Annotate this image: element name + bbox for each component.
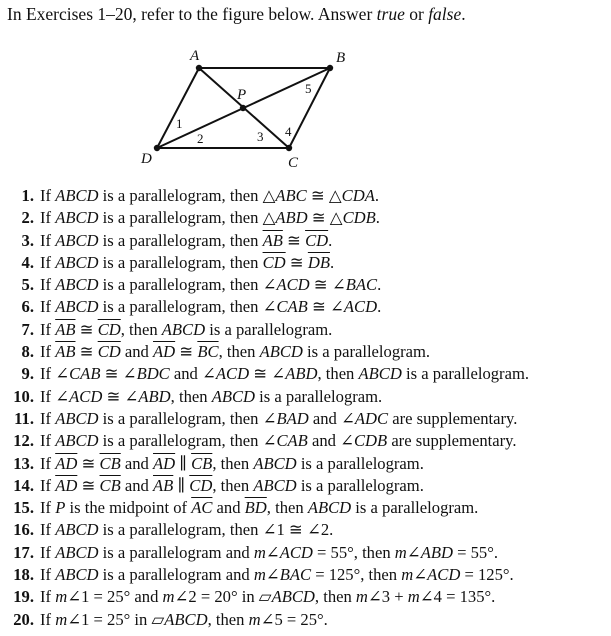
heading-period: .: [461, 4, 466, 24]
point-c: [286, 145, 292, 151]
exercise-item: [12, 497, 608, 519]
exercise-number: 16.: [13, 520, 34, 540]
exercise-text: If ∠ACD ≅ ∠ABD, then ABCD is a parallelogram.: [40, 386, 383, 406]
point-b: [327, 65, 333, 71]
parallelogram-figure: [0, 0, 611, 185]
exercise-number: 3.: [21, 230, 34, 250]
exercise-number: 19.: [13, 587, 34, 607]
exercise-item: [12, 430, 608, 452]
exercise-text: If ∠CAB ≅ ∠BDC and ∠ACD ≅ ∠ABD, then ABCD is a parallelogram.: [40, 364, 529, 384]
exercise-item: [12, 274, 608, 296]
heading-true-word: true: [376, 4, 405, 24]
exercise-item: [12, 296, 608, 318]
exercise-text: If $\overline{AD}$ ≅ $\overline{CB}$ and $\overline{AD}$ ∥ $\overline{CB}$, then ABCD is a parallelogram.: [40, 453, 424, 473]
exercise-item: [12, 519, 608, 541]
exercise-number: 7.: [21, 319, 34, 339]
exercise-number: 15.: [13, 498, 34, 518]
exercise-text: If ABCD is a parallelogram and m∠BAC = 125°, then m∠ACD = 125°.: [40, 565, 514, 585]
exercise-item: [12, 386, 608, 408]
exercise-number: 6.: [21, 297, 34, 317]
exercise-number: 9.: [21, 364, 34, 384]
exercise-number: 8.: [21, 342, 34, 362]
exercise-text: If ABCD is a parallelogram, then $\overline{CD}$ ≅ $\overline{DB}$.: [40, 252, 335, 272]
exercise-item: [12, 341, 608, 363]
exercise-text: If $\overline{AB}$ ≅ $\overline{CD}$ and $\overline{AD}$ ≅ $\overline{BC}$, then ABCD is a parallelogram.: [40, 342, 431, 362]
point-p: [240, 105, 246, 111]
exercise-number: 11.: [14, 408, 34, 428]
exercise-number: 5.: [21, 275, 34, 295]
exercise-item: [12, 185, 608, 207]
exercise-number: 12.: [13, 431, 34, 451]
heading-false-word: false: [428, 4, 462, 24]
exercise-item: [12, 609, 608, 631]
exercise-item: [12, 586, 608, 608]
exercise-text: If ABCD is a parallelogram, then $\overline{AB}$ ≅ $\overline{CD}$.: [40, 230, 333, 250]
exercise-item: [12, 475, 608, 497]
point-a: [196, 65, 202, 71]
exercise-text: If m∠1 = 25° and m∠2 = 20° in ▱ABCD, then m∠3 + m∠4 = 135°.: [40, 587, 496, 607]
exercise-text: If ABCD is a parallelogram, then ∠1 ≅ ∠2.: [40, 520, 334, 540]
label-b: B: [336, 50, 346, 66]
exercise-item: [12, 252, 608, 274]
exercise-number: 10.: [13, 386, 34, 406]
exercise-number: 17.: [13, 542, 34, 562]
heading-text: In Exercises 1–20, refer to the figure below. Answer: [7, 4, 377, 24]
exercise-item: [12, 408, 608, 430]
exercise-text: If ABCD is a parallelogram, then ∠CAB and ∠CDB are supplementary.: [40, 431, 517, 451]
angle-label-1: 1: [176, 116, 183, 131]
angle-label-3: 3: [257, 129, 264, 144]
exercise-item: [12, 230, 608, 252]
exercise-number: 14.: [13, 475, 34, 495]
label-p: P: [237, 87, 247, 103]
exercise-text: If ABCD is a parallelogram, then △ABC ≅ △CDA.: [40, 186, 379, 205]
exercise-list: [12, 185, 608, 631]
angle-label-4: 4: [285, 124, 292, 139]
side-da: [157, 68, 199, 148]
heading-or-word: or: [404, 4, 429, 24]
exercise-item: [12, 542, 608, 564]
exercise-text: If m∠1 = 25° in ▱ABCD, then m∠5 = 25°.: [40, 609, 328, 629]
exercise-item: [12, 319, 608, 341]
angle-label-2: 2: [197, 131, 204, 146]
side-bc: [289, 68, 330, 148]
exercise-number: 4.: [21, 252, 34, 272]
exercise-text: If ABCD is a parallelogram, then △ABD ≅ △CDB.: [40, 208, 380, 228]
angle-label-5: 5: [305, 81, 312, 96]
exercise-number: 13.: [13, 453, 34, 473]
exercise-number: 20.: [13, 609, 34, 629]
exercise-item: [12, 363, 608, 385]
label-c: C: [288, 155, 299, 171]
exercise-text: If ABCD is a parallelogram, then ∠ACD ≅ ∠BAC.: [40, 275, 382, 295]
exercise-text: If ABCD is a parallelogram, then ∠CAB ≅ ∠ACD.: [40, 297, 382, 317]
point-d: [154, 145, 160, 151]
exercise-item: [12, 207, 608, 229]
exercise-number: 18.: [13, 565, 34, 585]
exercise-text: If P is the midpoint of $\overline{AC}$ and $\overline{BD}$, then ABCD is a parallelogram.: [40, 498, 479, 518]
exercise-text: If $\overline{AB}$ ≅ $\overline{CD}$, then ABCD is a parallelogram.: [40, 319, 333, 339]
exercise-number: 1.: [21, 186, 34, 205]
exercise-item: [12, 453, 608, 475]
exercise-number: 2.: [21, 208, 34, 228]
exercise-item: [12, 564, 608, 586]
exercise-text: If ABCD is a parallelogram, then ∠BAD and ∠ADC are supplementary.: [40, 408, 518, 428]
exercise-text: If $\overline{AD}$ ≅ $\overline{CB}$ and $\overline{AB}$ ∥ $\overline{CD}$, then ABCD is a parallelogram.: [40, 475, 424, 495]
label-a: A: [190, 48, 200, 64]
exercise-text: If ABCD is a parallelogram and m∠ACD = 55°, then m∠ABD = 55°.: [40, 542, 498, 562]
label-d: D: [141, 151, 152, 167]
